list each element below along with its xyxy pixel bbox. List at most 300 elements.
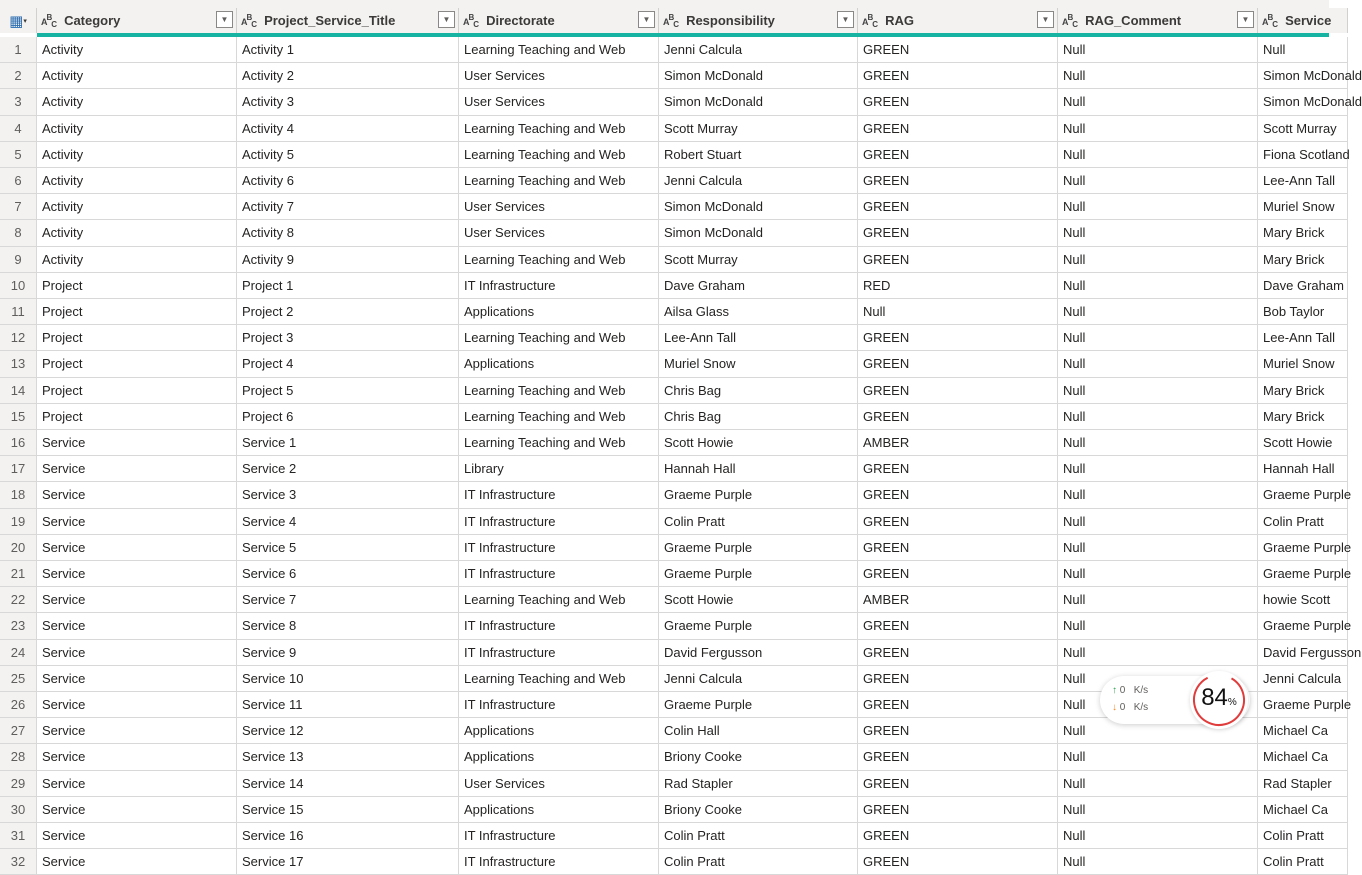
cell-service[interactable]: Michael Ca: [1258, 718, 1348, 744]
cell-responsibility[interactable]: Scott Murray: [659, 116, 858, 142]
row-number: 4: [0, 116, 37, 142]
cell-directorate[interactable]: Learning Teaching and Web: [459, 37, 659, 63]
cell-service[interactable]: Mary Brick: [1258, 247, 1348, 273]
row-number: 8: [0, 220, 37, 246]
cell-project-service-title[interactable]: Service 16: [237, 823, 459, 849]
cell-responsibility[interactable]: Chris Bag: [659, 378, 858, 404]
cell-rag[interactable]: Null: [858, 299, 1058, 325]
cell-directorate[interactable]: IT Infrastructure: [459, 509, 659, 535]
cell-directorate[interactable]: Learning Teaching and Web: [459, 142, 659, 168]
cell-responsibility[interactable]: Simon McDonald: [659, 89, 858, 115]
cell-responsibility[interactable]: Simon McDonald: [659, 63, 858, 89]
cell-rag-comment[interactable]: Null: [1058, 456, 1258, 482]
row-number: 27: [0, 718, 37, 744]
cell-project-service-title[interactable]: Project 5: [237, 378, 459, 404]
row-number: 20: [0, 535, 37, 561]
cell-rag[interactable]: GREEN: [858, 744, 1058, 770]
table-row: [0, 797, 1329, 823]
cell-category[interactable]: Service: [37, 744, 237, 770]
cell-service[interactable]: Bob Taylor: [1258, 299, 1348, 325]
cell-category[interactable]: Activity: [37, 116, 237, 142]
table-row: [0, 482, 1352, 508]
table-row: [0, 168, 1336, 194]
cell-category[interactable]: Activity: [37, 220, 237, 246]
cell-responsibility[interactable]: Scott Howie: [659, 587, 858, 613]
cell-category[interactable]: Project: [37, 273, 237, 299]
cell-project-service-title[interactable]: Service 5: [237, 535, 459, 561]
cell-rag[interactable]: GREEN: [858, 482, 1058, 508]
cell-project-service-title[interactable]: Activity 1: [237, 37, 459, 63]
cell-project-service-title[interactable]: Service 12: [237, 718, 459, 744]
cell-service[interactable]: Muriel Snow: [1258, 194, 1348, 220]
cell-category[interactable]: Service: [37, 456, 237, 482]
cell-responsibility[interactable]: Jenni Calcula: [659, 168, 858, 194]
cell-responsibility[interactable]: Lee-Ann Tall: [659, 325, 858, 351]
cell-rag-comment[interactable]: Null: [1058, 613, 1258, 639]
cell-responsibility[interactable]: Muriel Snow: [659, 351, 858, 377]
cell-rag-comment[interactable]: Null: [1058, 718, 1258, 744]
column-header-service[interactable]: [1258, 8, 1348, 33]
upload-speed: 0: [1119, 685, 1126, 696]
text-type-icon: $A^B_C$: [1262, 12, 1278, 29]
cell-rag[interactable]: GREEN: [858, 247, 1058, 273]
cell-project-service-title[interactable]: Activity 9: [237, 247, 459, 273]
cell-project-service-title[interactable]: Service 11: [237, 692, 459, 718]
table-row: [0, 640, 1362, 666]
column-header-project-service-title[interactable]: [237, 8, 459, 33]
cell-category[interactable]: Project: [37, 325, 237, 351]
cell-service[interactable]: Scott Howie: [1258, 430, 1348, 456]
table-row: [0, 37, 1329, 63]
cell-directorate[interactable]: IT Infrastructure: [459, 482, 659, 508]
cell-rag[interactable]: AMBER: [858, 430, 1058, 456]
cell-project-service-title[interactable]: Activity 2: [237, 63, 459, 89]
column-header-label: Responsibility: [686, 13, 775, 28]
cell-rag-comment[interactable]: Null: [1058, 194, 1258, 220]
cell-service[interactable]: Mary Brick: [1258, 404, 1348, 430]
row-number: 16: [0, 430, 37, 456]
cell-directorate[interactable]: User Services: [459, 194, 659, 220]
table-row: [0, 456, 1335, 482]
row-number: 15: [0, 404, 37, 430]
cell-service[interactable]: Fiona Scotland: [1258, 142, 1348, 168]
cell-project-service-title[interactable]: Service 15: [237, 797, 459, 823]
memory-usage-gauge[interactable]: [1190, 671, 1248, 729]
cell-responsibility[interactable]: Graeme Purple: [659, 482, 858, 508]
row-number: 1: [0, 37, 37, 63]
cell-directorate[interactable]: User Services: [459, 220, 659, 246]
cell-category[interactable]: Service: [37, 587, 237, 613]
cell-rag[interactable]: GREEN: [858, 823, 1058, 849]
cell-responsibility[interactable]: Colin Hall: [659, 718, 858, 744]
cell-rag[interactable]: GREEN: [858, 797, 1058, 823]
cell-service[interactable]: Graeme Purple: [1258, 535, 1348, 561]
column-header-responsibility[interactable]: [659, 8, 858, 33]
cell-responsibility[interactable]: Chris Bag: [659, 404, 858, 430]
cell-directorate[interactable]: Learning Teaching and Web: [459, 116, 659, 142]
row-number: 25: [0, 666, 37, 692]
cell-responsibility[interactable]: Graeme Purple: [659, 561, 858, 587]
row-number: 14: [0, 378, 37, 404]
cell-project-service-title[interactable]: Service 10: [237, 666, 459, 692]
cell-project-service-title[interactable]: Activity 7: [237, 194, 459, 220]
row-number: 12: [0, 325, 37, 351]
cell-rag-comment[interactable]: Null: [1058, 378, 1258, 404]
cell-category[interactable]: Project: [37, 378, 237, 404]
table-row: [0, 116, 1337, 142]
cell-category[interactable]: Activity: [37, 168, 237, 194]
cell-service[interactable]: Dave Graham: [1258, 273, 1348, 299]
cell-service[interactable]: Rad Stapler: [1258, 771, 1348, 797]
cell-rag-comment[interactable]: Null: [1058, 404, 1258, 430]
cell-responsibility[interactable]: Colin Pratt: [659, 849, 858, 875]
cell-directorate[interactable]: IT Infrastructure: [459, 823, 659, 849]
column-header-rag-comment[interactable]: [1058, 8, 1258, 33]
cell-rag[interactable]: RED: [858, 273, 1058, 299]
cell-responsibility[interactable]: Simon McDonald: [659, 220, 858, 246]
cell-directorate[interactable]: Learning Teaching and Web: [459, 325, 659, 351]
cell-category[interactable]: Service: [37, 509, 237, 535]
cell-rag-comment[interactable]: Null: [1058, 37, 1258, 63]
row-number: 29: [0, 771, 37, 797]
cell-rag-comment[interactable]: Null: [1058, 535, 1258, 561]
cell-rag-comment[interactable]: Null: [1058, 587, 1258, 613]
text-type-icon: $A^B_C$: [663, 12, 679, 29]
cell-directorate[interactable]: Learning Teaching and Web: [459, 378, 659, 404]
cell-project-service-title[interactable]: Service 6: [237, 561, 459, 587]
row-number: 18: [0, 482, 37, 508]
cell-directorate[interactable]: IT Infrastructure: [459, 561, 659, 587]
cell-directorate[interactable]: Learning Teaching and Web: [459, 404, 659, 430]
text-type-icon: $A^B_C$: [1062, 12, 1078, 29]
cell-rag[interactable]: GREEN: [858, 116, 1058, 142]
cell-service[interactable]: Mary Brick: [1258, 220, 1348, 246]
cell-category[interactable]: Service: [37, 823, 237, 849]
cell-rag[interactable]: GREEN: [858, 404, 1058, 430]
cell-responsibility[interactable]: Graeme Purple: [659, 535, 858, 561]
cell-rag[interactable]: GREEN: [858, 771, 1058, 797]
download-arrow-icon: ↓: [1112, 702, 1117, 713]
table-row: [0, 194, 1335, 220]
table-row: [0, 744, 1329, 770]
cell-rag[interactable]: GREEN: [858, 89, 1058, 115]
cell-project-service-title[interactable]: Project 2: [237, 299, 459, 325]
cell-service[interactable]: Scott Murray: [1258, 116, 1348, 142]
text-type-icon: $A^B_C$: [241, 12, 257, 29]
cell-rag[interactable]: GREEN: [858, 849, 1058, 875]
cell-directorate[interactable]: Applications: [459, 744, 659, 770]
cell-project-service-title[interactable]: Service 4: [237, 509, 459, 535]
table-row: [0, 430, 1333, 456]
filter-dropdown-icon[interactable]: ▼: [438, 11, 455, 28]
column-header-label: RAG_Comment: [1085, 13, 1182, 28]
cell-directorate[interactable]: Applications: [459, 718, 659, 744]
cell-responsibility[interactable]: Graeme Purple: [659, 613, 858, 639]
table-row: [0, 535, 1352, 561]
cell-category[interactable]: Project: [37, 404, 237, 430]
cell-responsibility[interactable]: David Fergusson: [659, 640, 858, 666]
column-header-directorate[interactable]: [459, 8, 659, 33]
cell-responsibility[interactable]: Briony Cooke: [659, 797, 858, 823]
cell-rag-comment[interactable]: Null: [1058, 509, 1258, 535]
cell-project-service-title[interactable]: Project 4: [237, 351, 459, 377]
cell-rag[interactable]: GREEN: [858, 561, 1058, 587]
cell-project-service-title[interactable]: Activity 3: [237, 89, 459, 115]
table-row: [0, 325, 1336, 351]
table-row: [0, 613, 1352, 639]
table-row: [0, 273, 1344, 299]
cell-project-service-title[interactable]: Project 1: [237, 273, 459, 299]
cell-category[interactable]: Service: [37, 613, 237, 639]
cell-directorate[interactable]: User Services: [459, 63, 659, 89]
cell-directorate[interactable]: IT Infrastructure: [459, 535, 659, 561]
cell-category[interactable]: Activity: [37, 142, 237, 168]
filter-dropdown-icon[interactable]: ▼: [1237, 11, 1254, 28]
row-number: 28: [0, 744, 37, 770]
cell-directorate[interactable]: IT Infrastructure: [459, 640, 659, 666]
cell-rag-comment[interactable]: Null: [1058, 666, 1258, 692]
cell-service[interactable]: Michael Ca: [1258, 744, 1348, 770]
column-header-label: Directorate: [486, 13, 555, 28]
cell-rag[interactable]: GREEN: [858, 692, 1058, 718]
row-number: 2: [0, 63, 37, 89]
cell-directorate[interactable]: IT Infrastructure: [459, 273, 659, 299]
cell-directorate[interactable]: Applications: [459, 351, 659, 377]
cell-directorate[interactable]: Library: [459, 456, 659, 482]
table-row: [0, 561, 1352, 587]
cell-responsibility[interactable]: Graeme Purple: [659, 692, 858, 718]
cell-rag-comment[interactable]: Null: [1058, 561, 1258, 587]
cell-category[interactable]: Service: [37, 535, 237, 561]
cell-rag[interactable]: GREEN: [858, 666, 1058, 692]
cell-rag-comment[interactable]: Null: [1058, 273, 1258, 299]
row-number: 26: [0, 692, 37, 718]
cell-service[interactable]: Hannah Hall: [1258, 456, 1348, 482]
cell-rag-comment[interactable]: Null: [1058, 640, 1258, 666]
cell-category[interactable]: Activity: [37, 63, 237, 89]
cell-rag-comment[interactable]: Null: [1058, 692, 1258, 718]
table-row: [0, 509, 1329, 535]
cell-responsibility[interactable]: Scott Howie: [659, 430, 858, 456]
cell-service[interactable]: Colin Pratt: [1258, 849, 1348, 875]
cell-category[interactable]: Service: [37, 666, 237, 692]
cell-project-service-title[interactable]: Project 6: [237, 404, 459, 430]
cell-service[interactable]: Lee-Ann Tall: [1258, 325, 1348, 351]
upload-arrow-icon: ↑: [1112, 685, 1117, 696]
cell-rag[interactable]: GREEN: [858, 220, 1058, 246]
cell-category[interactable]: Activity: [37, 247, 237, 273]
row-number: 32: [0, 849, 37, 875]
cell-project-service-title[interactable]: Service 3: [237, 482, 459, 508]
cell-responsibility[interactable]: Jenni Calcula: [659, 666, 858, 692]
cell-responsibility[interactable]: Dave Graham: [659, 273, 858, 299]
cell-rag[interactable]: AMBER: [858, 587, 1058, 613]
cell-rag[interactable]: GREEN: [858, 535, 1058, 561]
cell-rag-comment[interactable]: Null: [1058, 351, 1258, 377]
cell-rag[interactable]: GREEN: [858, 509, 1058, 535]
cell-directorate[interactable]: User Services: [459, 89, 659, 115]
cell-project-service-title[interactable]: Service 17: [237, 849, 459, 875]
cell-service[interactable]: David Fergusson: [1258, 640, 1348, 666]
table-row: [0, 63, 1362, 89]
table-row: [0, 89, 1362, 115]
cell-rag[interactable]: GREEN: [858, 640, 1058, 666]
cell-service[interactable]: Michael Ca: [1258, 797, 1348, 823]
cell-directorate[interactable]: Applications: [459, 797, 659, 823]
cell-service[interactable]: Graeme Purple: [1258, 561, 1348, 587]
row-number: 9: [0, 247, 37, 273]
cell-project-service-title[interactable]: Activity 4: [237, 116, 459, 142]
cell-directorate[interactable]: IT Infrastructure: [459, 613, 659, 639]
cell-directorate[interactable]: User Services: [459, 771, 659, 797]
cell-responsibility[interactable]: Briony Cooke: [659, 744, 858, 770]
row-number: 11: [0, 299, 37, 325]
cell-project-service-title[interactable]: Service 2: [237, 456, 459, 482]
filter-dropdown-icon[interactable]: ▼: [1037, 11, 1054, 28]
cell-rag[interactable]: GREEN: [858, 325, 1058, 351]
cell-rag[interactable]: GREEN: [858, 194, 1058, 220]
cell-category[interactable]: Service: [37, 849, 237, 875]
cell-service[interactable]: howie Scott: [1258, 587, 1348, 613]
cell-rag-comment[interactable]: Null: [1058, 168, 1258, 194]
cell-category[interactable]: Service: [37, 482, 237, 508]
cell-category[interactable]: Activity: [37, 89, 237, 115]
cell-rag[interactable]: GREEN: [858, 351, 1058, 377]
cell-rag[interactable]: GREEN: [858, 63, 1058, 89]
row-number: 3: [0, 89, 37, 115]
cell-project-service-title[interactable]: Service 13: [237, 744, 459, 770]
cell-project-service-title[interactable]: Activity 5: [237, 142, 459, 168]
cell-service[interactable]: Simon McDonald: [1258, 63, 1348, 89]
cell-service[interactable]: Jenni Calcula: [1258, 666, 1348, 692]
table-row: [0, 142, 1350, 168]
table-row: [0, 404, 1329, 430]
column-header-rag[interactable]: [858, 8, 1058, 33]
cell-category[interactable]: Service: [37, 797, 237, 823]
cell-responsibility[interactable]: Simon McDonald: [659, 194, 858, 220]
cell-rag[interactable]: GREEN: [858, 168, 1058, 194]
cell-category[interactable]: Project: [37, 351, 237, 377]
cell-service[interactable]: Null: [1258, 37, 1348, 63]
cell-responsibility[interactable]: Rad Stapler: [659, 771, 858, 797]
text-type-icon: $A^B_C$: [41, 12, 57, 29]
cell-rag-comment[interactable]: Null: [1058, 116, 1258, 142]
cell-rag-comment[interactable]: Null: [1058, 771, 1258, 797]
cell-responsibility[interactable]: Robert Stuart: [659, 142, 858, 168]
cell-responsibility[interactable]: Scott Murray: [659, 247, 858, 273]
cell-project-service-title[interactable]: Activity 6: [237, 168, 459, 194]
cell-directorate[interactable]: Applications: [459, 299, 659, 325]
cell-service[interactable]: Graeme Purple: [1258, 613, 1348, 639]
column-header-label: RAG: [885, 13, 914, 28]
cell-rag[interactable]: GREEN: [858, 456, 1058, 482]
filter-dropdown-icon[interactable]: ▼: [638, 11, 655, 28]
cell-category[interactable]: Project: [37, 299, 237, 325]
cell-responsibility[interactable]: Colin Pratt: [659, 509, 858, 535]
row-number: 24: [0, 640, 37, 666]
table-menu-button[interactable]: ▦ ▾: [0, 8, 37, 33]
row-number: 22: [0, 587, 37, 613]
cell-project-service-title[interactable]: Service 14: [237, 771, 459, 797]
cell-directorate[interactable]: IT Infrastructure: [459, 849, 659, 875]
cell-service[interactable]: Simon McDonald: [1258, 89, 1348, 115]
row-number: 23: [0, 613, 37, 639]
cell-category[interactable]: Service: [37, 561, 237, 587]
cell-rag-comment[interactable]: Null: [1058, 823, 1258, 849]
cell-responsibility[interactable]: Jenni Calcula: [659, 37, 858, 63]
row-number: 7: [0, 194, 37, 220]
gauge-percent: 84: [1201, 684, 1228, 711]
cell-project-service-title[interactable]: Service 7: [237, 587, 459, 613]
cell-service[interactable]: Graeme Purple: [1258, 482, 1348, 508]
cell-category[interactable]: Service: [37, 771, 237, 797]
cell-service[interactable]: Lee-Ann Tall: [1258, 168, 1348, 194]
cell-rag[interactable]: GREEN: [858, 37, 1058, 63]
column-header-category[interactable]: [37, 8, 237, 33]
cell-project-service-title[interactable]: Service 9: [237, 640, 459, 666]
cell-directorate[interactable]: IT Infrastructure: [459, 692, 659, 718]
cell-rag-comment[interactable]: Null: [1058, 797, 1258, 823]
table-row: [0, 587, 1329, 613]
text-type-icon: $A^B_C$: [463, 12, 479, 29]
table-row: [0, 849, 1329, 875]
cell-rag-comment[interactable]: Null: [1058, 430, 1258, 456]
cell-service[interactable]: Colin Pratt: [1258, 823, 1348, 849]
cell-category[interactable]: Service: [37, 718, 237, 744]
cell-rag-comment[interactable]: Null: [1058, 299, 1258, 325]
cell-project-service-title[interactable]: Project 3: [237, 325, 459, 351]
cell-rag-comment[interactable]: Null: [1058, 744, 1258, 770]
cell-category[interactable]: Activity: [37, 194, 237, 220]
cell-rag-comment[interactable]: Null: [1058, 63, 1258, 89]
cell-rag[interactable]: GREEN: [858, 142, 1058, 168]
cell-rag-comment[interactable]: Null: [1058, 247, 1258, 273]
cell-rag[interactable]: GREEN: [858, 378, 1058, 404]
cell-rag-comment[interactable]: Null: [1058, 220, 1258, 246]
upload-unit: K/s: [1133, 685, 1149, 696]
cell-project-service-title[interactable]: Service 1: [237, 430, 459, 456]
cell-category[interactable]: Activity: [37, 37, 237, 63]
cell-rag-comment[interactable]: Null: [1058, 89, 1258, 115]
cell-responsibility[interactable]: Colin Pratt: [659, 823, 858, 849]
cell-service[interactable]: Colin Pratt: [1258, 509, 1348, 535]
cell-responsibility[interactable]: Hannah Hall: [659, 456, 858, 482]
cell-rag-comment[interactable]: Null: [1058, 142, 1258, 168]
cell-directorate[interactable]: Learning Teaching and Web: [459, 587, 659, 613]
cell-rag[interactable]: GREEN: [858, 613, 1058, 639]
cell-rag-comment[interactable]: Null: [1058, 325, 1258, 351]
filter-dropdown-icon[interactable]: ▼: [837, 11, 854, 28]
cell-rag[interactable]: GREEN: [858, 718, 1058, 744]
cell-category[interactable]: Service: [37, 640, 237, 666]
filter-dropdown-icon[interactable]: ▼: [216, 11, 233, 28]
cell-service[interactable]: Muriel Snow: [1258, 351, 1348, 377]
cell-rag-comment[interactable]: Null: [1058, 849, 1258, 875]
cell-responsibility[interactable]: Ailsa Glass: [659, 299, 858, 325]
cell-service[interactable]: Graeme Purple: [1258, 692, 1348, 718]
cell-category[interactable]: Service: [37, 430, 237, 456]
cell-project-service-title[interactable]: Activity 8: [237, 220, 459, 246]
cell-project-service-title[interactable]: Service 8: [237, 613, 459, 639]
cell-directorate[interactable]: Learning Teaching and Web: [459, 247, 659, 273]
cell-directorate[interactable]: Learning Teaching and Web: [459, 666, 659, 692]
cell-directorate[interactable]: Learning Teaching and Web: [459, 430, 659, 456]
table-row: [0, 351, 1335, 377]
cell-rag-comment[interactable]: Null: [1058, 482, 1258, 508]
cell-directorate[interactable]: Learning Teaching and Web: [459, 168, 659, 194]
cell-service[interactable]: Mary Brick: [1258, 378, 1348, 404]
cell-category[interactable]: Service: [37, 692, 237, 718]
